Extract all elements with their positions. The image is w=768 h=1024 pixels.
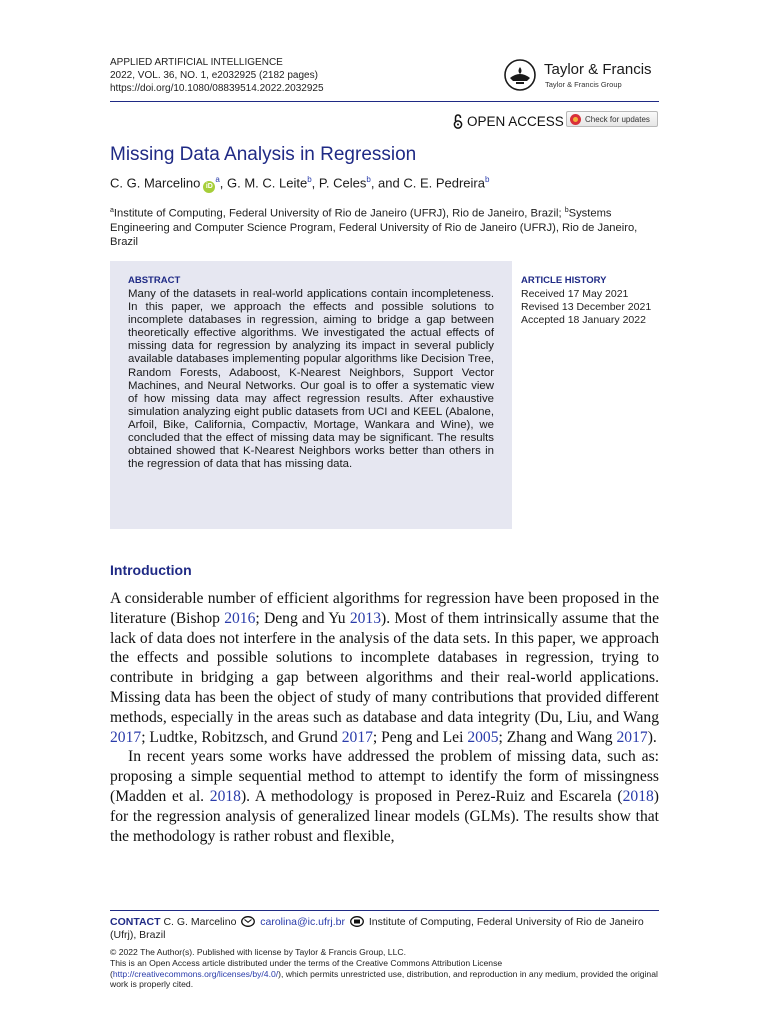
history-received: Received 17 May 2021 bbox=[521, 288, 629, 300]
affiliation-b: Systems Engineering and Computer Science Program, Federal University of Rio de Janeiro (UFRJ), Rio de Janeiro, Brazil bbox=[110, 207, 638, 248]
contact-name: C. G. Marcelino bbox=[163, 916, 237, 928]
open-access-label: OPEN ACCESS bbox=[467, 114, 564, 129]
citation-link[interactable]: 2013 bbox=[349, 609, 381, 627]
citation-link[interactable]: 2018 bbox=[209, 787, 241, 805]
crossmark-icon bbox=[570, 114, 581, 125]
license-link[interactable]: http://creativecommons.org/licenses/by/4.0/ bbox=[112, 968, 279, 979]
email-icon bbox=[241, 916, 255, 927]
journal-doi[interactable]: https://doi.org/10.1080/08839514.2022.2032925 bbox=[110, 83, 324, 94]
author-sup: b bbox=[366, 175, 371, 184]
paragraph-text: ) for the regression analysis of generalized linear models (GLMs). The results show that the methodology is rather robust and flexible, bbox=[110, 787, 659, 845]
paragraph-text: A considerable number of efficient algorithms for regression have been proposed in the literature (Bishop bbox=[110, 590, 659, 627]
section-heading: Introduction bbox=[110, 562, 192, 578]
paragraph-text: ; Peng and Lei bbox=[372, 728, 468, 746]
author-sup: b bbox=[485, 175, 490, 184]
author-name[interactable]: P. Celes bbox=[318, 175, 367, 191]
citation-link[interactable]: 2017 bbox=[616, 728, 648, 746]
open-lock-icon bbox=[453, 114, 463, 129]
paragraph-text: ; Ludtke, Robitzsch, and Grund bbox=[141, 728, 342, 746]
paragraph bbox=[110, 747, 659, 846]
paragraph bbox=[110, 589, 659, 747]
footer-notes bbox=[110, 947, 659, 990]
oil-lamp-icon bbox=[501, 58, 539, 92]
citation-link[interactable]: 2018 bbox=[622, 787, 654, 805]
check-updates-button[interactable] bbox=[566, 111, 658, 127]
author-sup: b bbox=[307, 175, 312, 184]
paragraph-text: ). bbox=[647, 728, 657, 746]
journal-name: APPLIED ARTIFICIAL INTELLIGENCE bbox=[110, 57, 283, 68]
publisher-group: Taylor & Francis Group bbox=[545, 80, 622, 89]
contact-block bbox=[110, 916, 659, 942]
paragraph-text: ; Zhang and Wang bbox=[498, 728, 617, 746]
history-accepted: Accepted 18 January 2022 bbox=[521, 314, 646, 326]
citation-link[interactable]: 2016 bbox=[224, 609, 256, 627]
affiliation-marker: a bbox=[110, 207, 114, 214]
abstract-text: Many of the datasets in real-world applications contain incompleteness. In this paper, we approach the effects and possible solutions to incomplete databases in regression, aiming to bridge a gap between theoretically effective algorithms. We investigated the actual effects of missing data for regression by analyzing its impact in several publicly available databases implementing popular algorithms like Decision Tree, Random Forests, Adaboost, K-Nearest Neighbors, Support Vector Machines, and Neural Networks. Our goal is to offer a systematic view of how missing data may affect regression results. After exhaustive simulation analyzing eight public datasets from UCI and KEEL (Abalone, Arfoil, Bike, California, Compactiv, Mortage, Wankara and Wine), we concluded that the effect of missing data may be significant. The results obtained showed that K-Nearest Neighbors works better than others in the regression of data that has missing data. bbox=[128, 288, 494, 471]
citation-link[interactable]: 2005 bbox=[467, 728, 499, 746]
affiliations bbox=[110, 204, 660, 249]
author-sup: a bbox=[215, 175, 220, 184]
affiliation-a: Institute of Computing, Federal University of Rio de Janeiro (UFRJ), Rio de Janeiro, Brazil; bbox=[113, 207, 565, 220]
body-text bbox=[110, 589, 659, 846]
publisher-name: Taylor & Francis bbox=[544, 61, 652, 78]
paragraph-text: ). A methodology is proposed in Perez-Ruiz and Escarela ( bbox=[240, 787, 623, 805]
author-name[interactable]: C. E. Pedreira bbox=[403, 175, 485, 191]
paragraph-text: In recent years some works have addressed the problem of missing data, such as: proposing a simple sequential method to attempt to identify the form of missingness (Madden et al. bbox=[110, 748, 659, 805]
publisher-logo[interactable] bbox=[501, 58, 661, 94]
orcid-icon[interactable]: iD bbox=[203, 181, 215, 193]
citation-link[interactable]: 2017 bbox=[341, 728, 373, 746]
author-list: C. G. Marcelino $iD^a$, G. M. C. Leite$^b$, P. Celes$^b$, and C. E. Pedreira$^b$ bbox=[110, 175, 489, 193]
contact-email[interactable]: carolina@ic.ufrj.br bbox=[260, 916, 346, 928]
contact-address: Institute of Computing, Federal University of Rio de Janeiro (Ufrj), Brazil bbox=[110, 916, 644, 941]
author-name[interactable]: G. M. C. Leite bbox=[227, 175, 308, 191]
address-icon bbox=[350, 916, 364, 927]
paragraph-text: ). Most of them intrinsically assume that the lack of data does not interfere in the analysis of the data sets. In this paper, we approach the effects and possible solutions to incomplete databases in regression, trying to contribute in bridging a gap between algorithms and their real-world applications. Missing data has been the object of study of many contributions that provided different methods, especially in the areas such as database and data integrity (Du, Liu, and Wang bbox=[110, 609, 659, 726]
affiliation-marker: b bbox=[564, 207, 569, 214]
article-title: Missing Data Analysis in Regression bbox=[110, 144, 417, 165]
contact-label: CONTACT bbox=[110, 916, 161, 928]
abstract-heading: ABSTRACT bbox=[128, 275, 181, 286]
license-text: This is an Open Access article distributed under the terms of the Creative Commons Attribution License (http://creativecommons.org/licenses/by/4.0/), which permits unrestricted use, distribution, and reproduction in any medium, provided the original work is properly cited. bbox=[110, 957, 658, 990]
copyright-line: © 2022 The Author(s). Published with license by Taylor & Francis Group, LLC. bbox=[110, 947, 406, 957]
paragraph-text: ; Deng and Yu bbox=[255, 609, 350, 627]
check-updates-label: Check for updates bbox=[585, 114, 650, 124]
history-revised: Revised 13 December 2021 bbox=[521, 301, 652, 313]
journal-meta bbox=[110, 56, 324, 95]
citation-link[interactable]: 2017 bbox=[110, 728, 142, 746]
journal-volume: 2022, VOL. 36, NO. 1, e2032925 (2182 pages) bbox=[110, 70, 318, 81]
footer-rule bbox=[110, 910, 659, 911]
history-heading: ARTICLE HISTORY bbox=[521, 275, 607, 286]
header-rule bbox=[110, 101, 659, 102]
author-name[interactable]: C. G. Marcelino bbox=[110, 175, 201, 191]
open-access-badge bbox=[453, 114, 564, 129]
